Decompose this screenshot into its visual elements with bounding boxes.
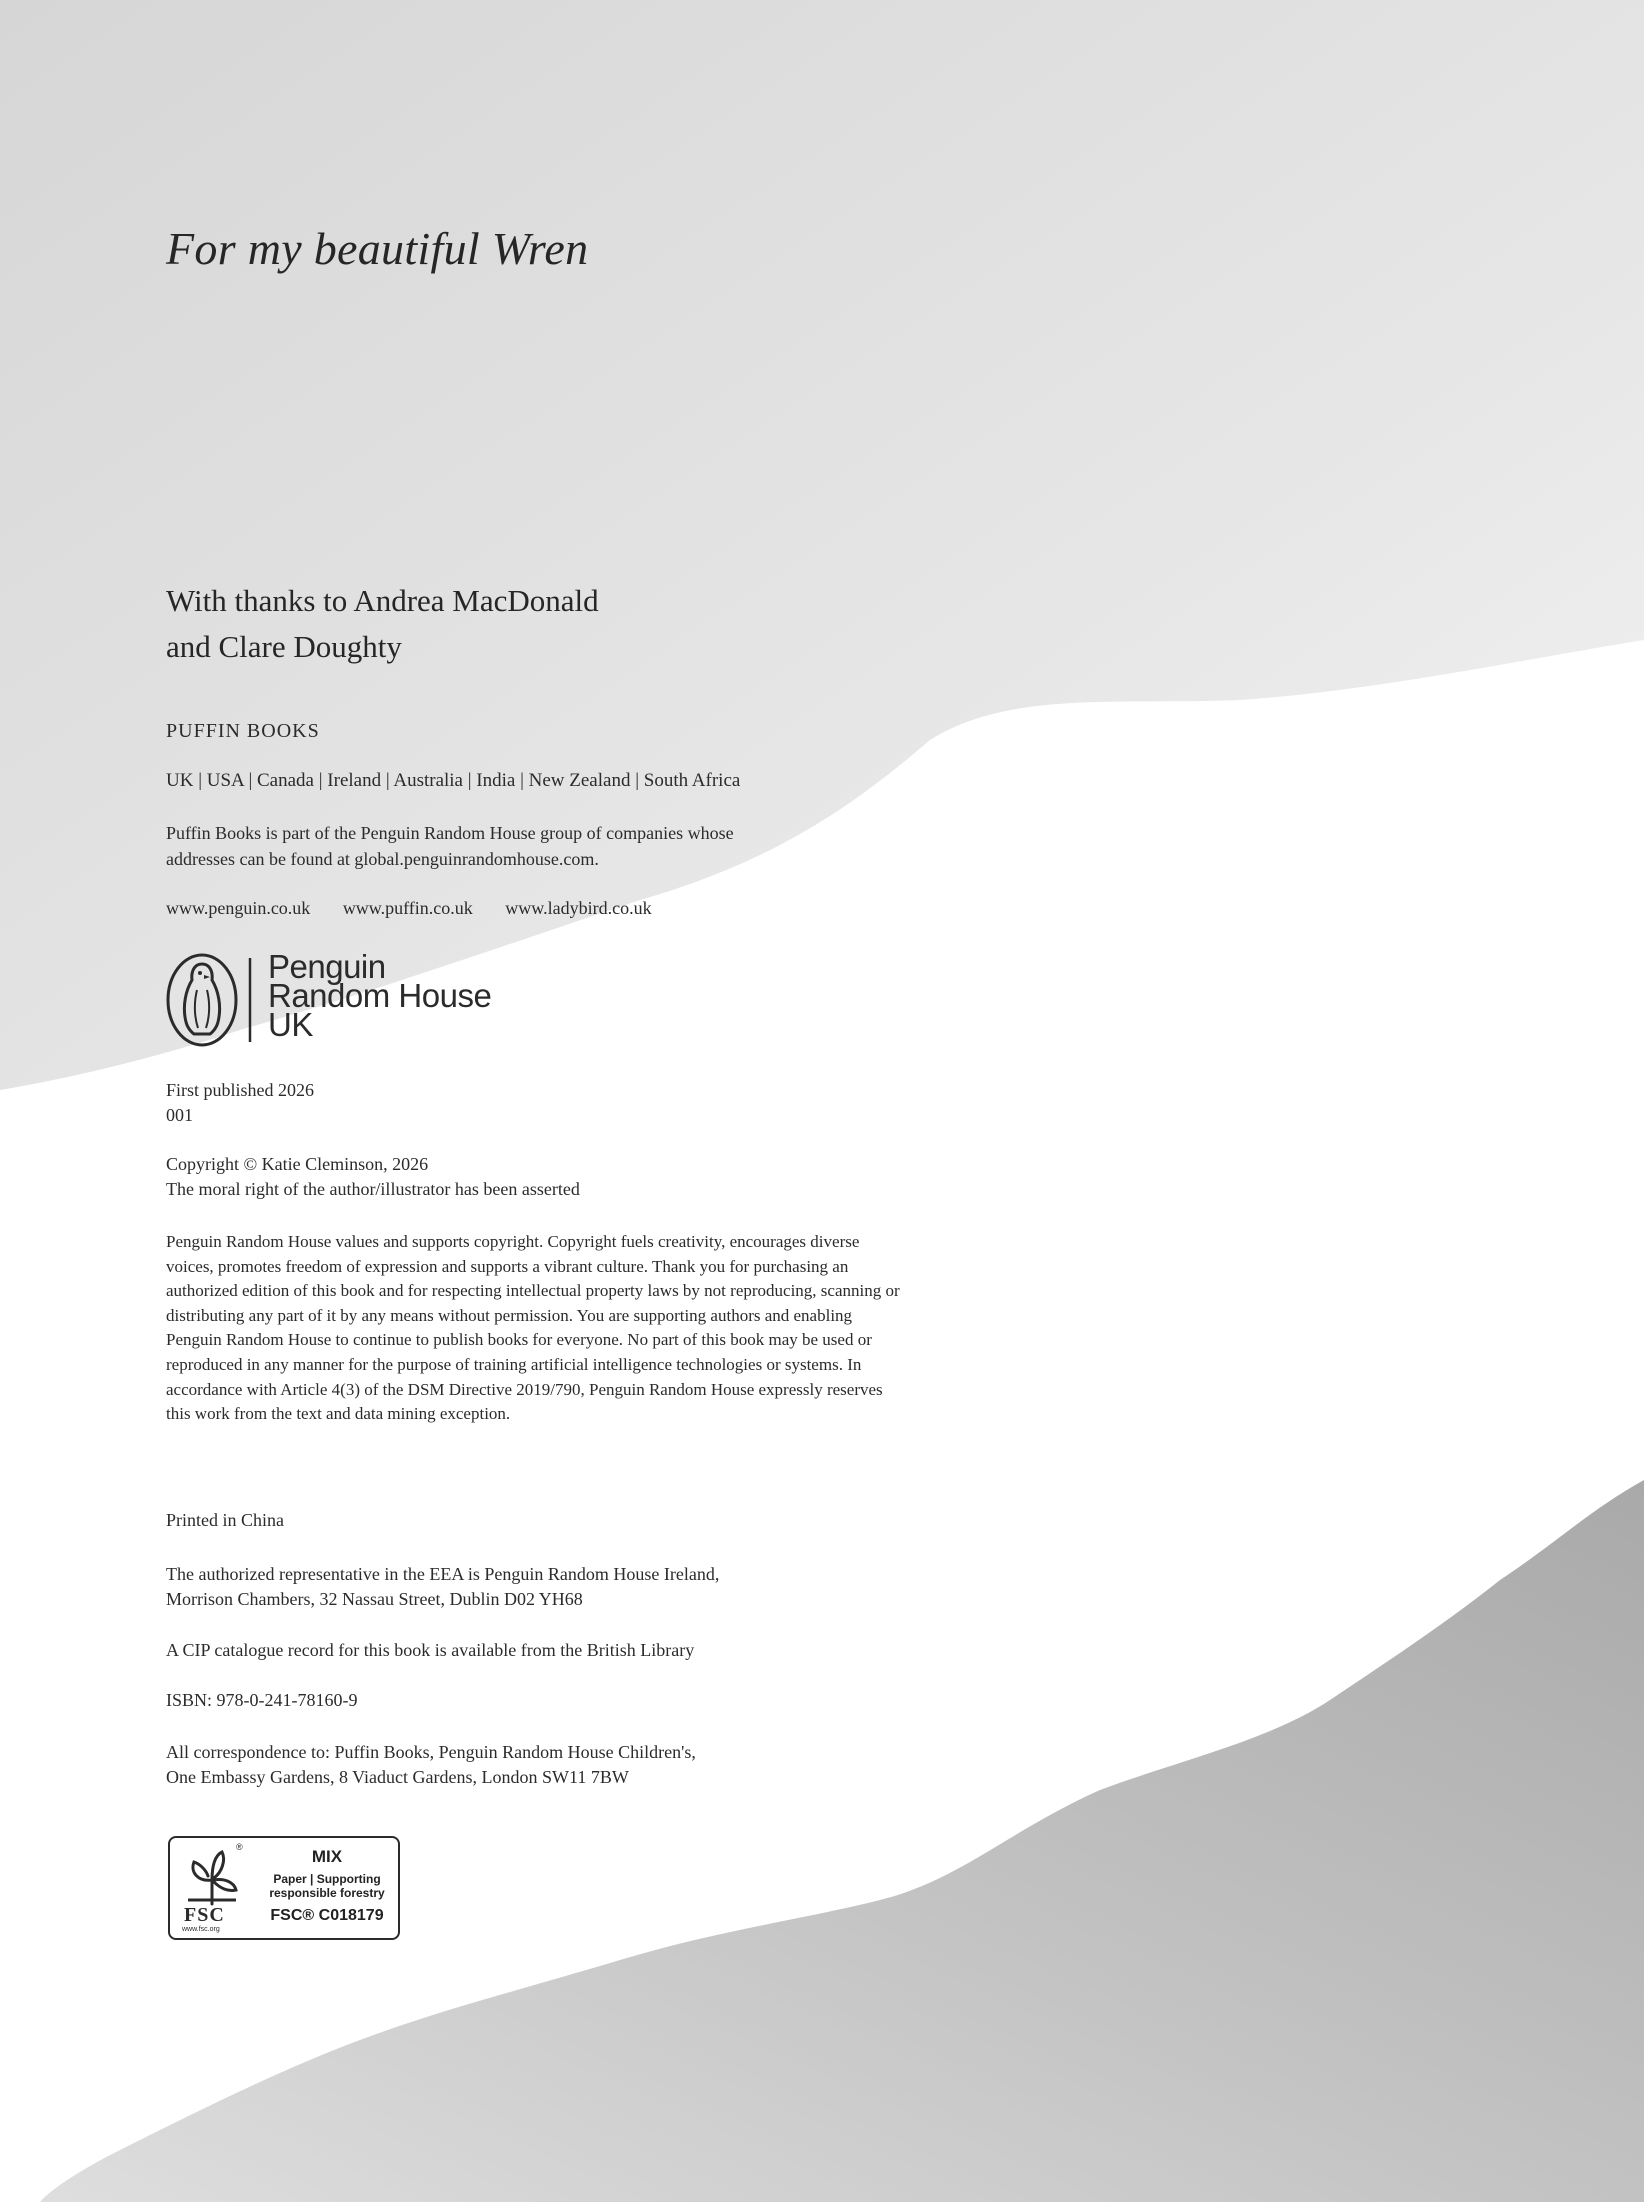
copyright-notice [166,1152,580,1202]
logo-line: Penguin [268,948,386,985]
correspondence-line: All correspondence to: Puffin Books, Penguin Random House Children's, [166,1742,696,1762]
group-line: Puffin Books is part of the Penguin Random House group of companies whose [166,823,734,843]
copyright-line: Copyright © Katie Cleminson, 2026 [166,1154,429,1174]
rights-statement: Penguin Random House values and supports copyright. Copyright fuels creativity, encourages diverse voices, promotes freedom of expression and supports a vibrant culture. Thank you for purchasing an authorized edition of this book and for respecting intellectual property laws by not reproducing, scanning or distributing any part of it by any means without permission. You are supporting authors and enabling Penguin Random House to continue to publish books for everyone. No part of this book may be used or reproduced in any manner for the purpose of training artificial intelligence technologies or systems. In accordance with Article 4(3) of the DSM Directive 2019/790, Penguin Random House expressly reserves this work from the text and data mining exception. [166,1232,900,1424]
imprint-name: PUFFIN BOOKS [166,720,320,742]
dedication: For my beautiful Wren [166,223,589,274]
fsc-mix-label: MIX [311,1847,343,1866]
logo-wordmark [268,948,492,1043]
isbn: ISBN: 978-0-241-78160-9 [166,1690,358,1710]
fsc-certification-badge [168,1836,400,1940]
acknowledgements [166,578,599,670]
websites [166,898,678,919]
fsc-license-code: FSC® C018179 [270,1907,384,1924]
printing-number: 001 [166,1105,193,1125]
top-wash-shape [0,0,1644,1090]
fsc-label: FSC [184,1904,225,1926]
publication-info [166,1078,314,1128]
fsc-tree-icon [178,1846,246,1906]
group-line: addresses can be found at global.penguinrandomhouse.com. [166,849,599,869]
penguin-icon [164,950,264,1050]
fsc-url: www.fsc.org [182,1926,220,1933]
cip-record: A CIP catalogue record for this book is available from the British Library [166,1640,695,1660]
first-published: First published 2026 [166,1080,315,1100]
territories-list: UK | USA | Canada | Ireland | Australia | India | New Zealand | South Africa [166,770,741,791]
moral-rights-line: The moral right of the author/illustrator has been asserted [166,1179,580,1199]
logo-line: Random House [268,977,492,1014]
fsc-description-line: responsible forestry [269,1886,385,1900]
eea-line: Morrison Chambers, 32 Nassau Street, Dublin D02 YH68 [166,1589,583,1609]
eea-representative [166,1562,719,1612]
penguin-random-house-logo [164,950,504,1050]
website-link[interactable]: www.ladybird.co.uk [505,898,652,918]
acknowledgements-line: With thanks to Andrea MacDonald [166,583,599,618]
group-statement [166,820,734,872]
fsc-details [258,1846,396,1926]
acknowledgements-line: and Clare Doughty [166,629,402,664]
printed-in: Printed in China [166,1510,284,1530]
website-link[interactable]: www.puffin.co.uk [342,898,473,918]
website-link[interactable]: www.penguin.co.uk [166,898,311,918]
fsc-description-line: Paper | Supporting [273,1872,381,1886]
eea-line: The authorized representative in the EEA is Penguin Random House Ireland, [166,1564,720,1584]
logo-line: UK [268,1006,313,1043]
correspondence-line: One Embassy Gardens, 8 Viaduct Gardens, London SW11 7BW [166,1767,629,1787]
fsc-registered-mark: ® [236,1842,243,1852]
correspondence-address [166,1740,696,1790]
